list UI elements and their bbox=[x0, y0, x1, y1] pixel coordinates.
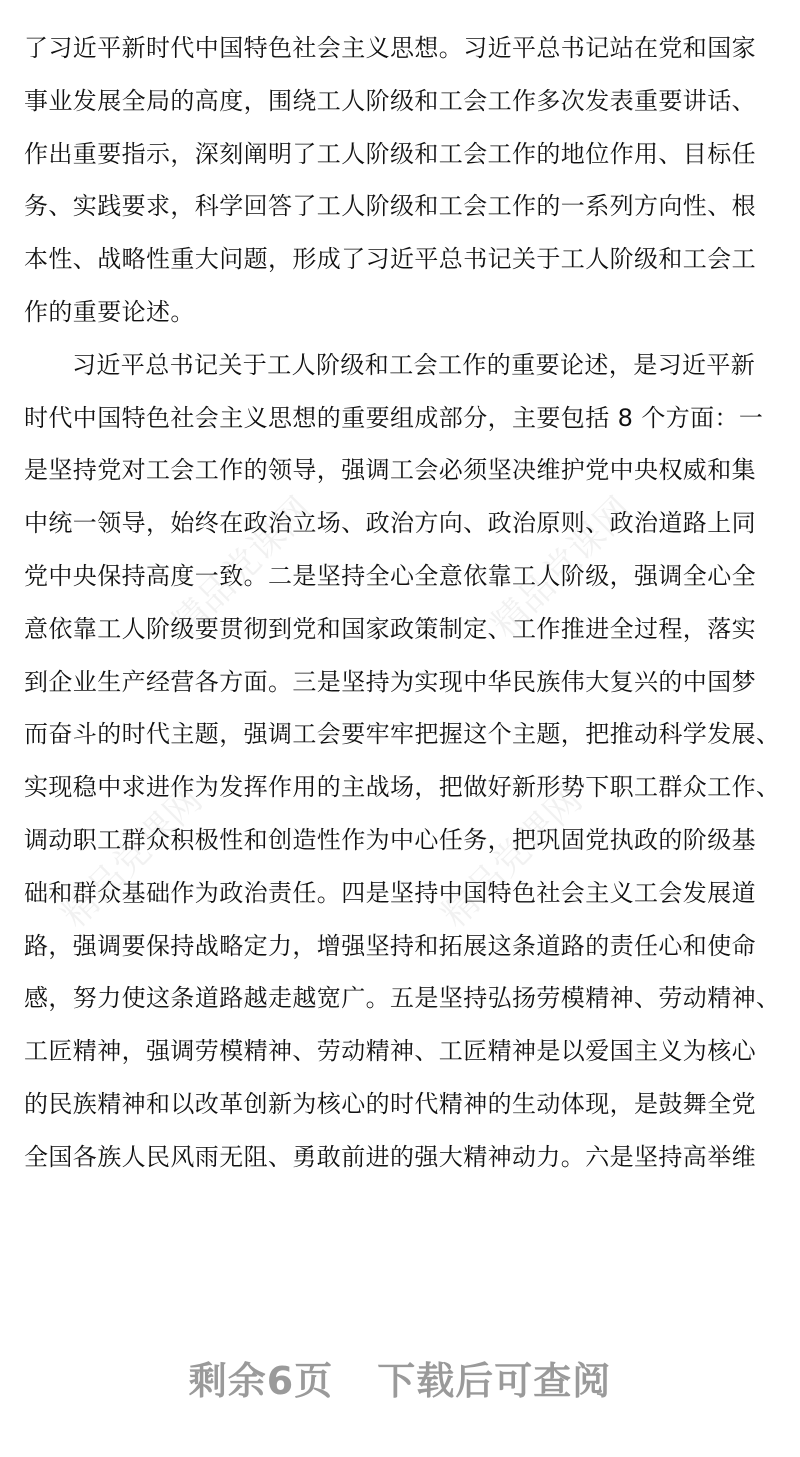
watermark: 精品党课网 bbox=[53, 779, 211, 936]
text-line: 作出重要指示，深刻阐明了工人阶级和工会工作的地位作用、目标任 bbox=[24, 139, 756, 168]
text-line: 感，努力使这条道路越走越宽广。五是坚持弘扬劳模精神、劳动精神、 bbox=[24, 984, 781, 1013]
text-line: 本性、战略性重大问题，形成了习近平总书记关于工人阶级和工会工 bbox=[24, 245, 756, 274]
text-line: 事业发展全局的高度，围绕工人阶级和工会工作多次发表重要讲话、 bbox=[24, 86, 756, 115]
text-line: 务、实践要求，科学回答了工人阶级和工会工作的一系列方向性、根 bbox=[24, 192, 756, 221]
download-to-view-label: 下载后可查阅 bbox=[377, 1359, 612, 1403]
text-line: 路，强调要保持战略定力，增强坚持和拓展这条道路的责任心和使命 bbox=[24, 931, 756, 960]
text-line: 党中央保持高度一致。二是坚持全心全意依靠工人阶级，强调全心全 bbox=[24, 561, 756, 590]
text-line: 而奋斗的时代主题，强调工会要牢牢把握这个主题，把推动科学发展、 bbox=[24, 720, 781, 749]
text-line: 调动职工群众积极性和创造性作为中心任务，把巩固党执政的阶级基 bbox=[24, 825, 756, 854]
remaining-pages-label: 剩余6页 bbox=[188, 1359, 334, 1403]
text-line: 了习近平新时代中国特色社会主义思想。习近平总书记站在党和国家 bbox=[24, 34, 756, 62]
text-line: 中统一领导，始终在政治立场、政治方向、政治原则、政治道路上同 bbox=[24, 509, 756, 538]
text-line: 到企业生产经营各方面。三是坚持为实现中华民族伟大复兴的中国梦 bbox=[24, 667, 756, 696]
text-line: 是坚持党对工会工作的领导，强调工会必须坚决维护党中央权威和集 bbox=[24, 456, 756, 485]
text-line: 的民族精神和以改革创新为核心的时代精神的生动体现，是鼓舞全党 bbox=[24, 1089, 756, 1118]
text-line: 全国各族人民风雨无阻、勇敢前进的强大精神动力。六是坚持高举维 bbox=[24, 1142, 756, 1171]
download-prompt[interactable] bbox=[0, 1350, 800, 1405]
text-line: 实现稳中求进作为发挥作用的主战场，把做好新形势下职工群众工作、 bbox=[24, 773, 781, 802]
text-line: 意依靠工人阶级要贯彻到党和国家政策制定、工作推进全过程，落实 bbox=[24, 614, 756, 643]
watermark: 精品党课网 bbox=[433, 779, 591, 936]
text-line: 础和群众基础作为政治责任。四是坚持中国特色社会主义工会发展道 bbox=[24, 878, 756, 907]
text-line: 工匠精神，强调劳模精神、劳动精神、工匠精神是以爱国主义为核心 bbox=[24, 1037, 756, 1066]
body-text bbox=[0, 22, 800, 1184]
watermark: 精品党课网 bbox=[163, 489, 321, 646]
text-line: 时代中国特色社会主义思想的重要组成部分，主要包括 8 个方面：一 bbox=[24, 403, 764, 432]
text-line: 作的重要论述。 bbox=[24, 297, 195, 326]
watermark: 精品党课网 bbox=[483, 489, 641, 646]
paragraph-first-line: 习近平总书记关于工人阶级和工会工作的重要论述，是习近平新 bbox=[72, 350, 756, 379]
